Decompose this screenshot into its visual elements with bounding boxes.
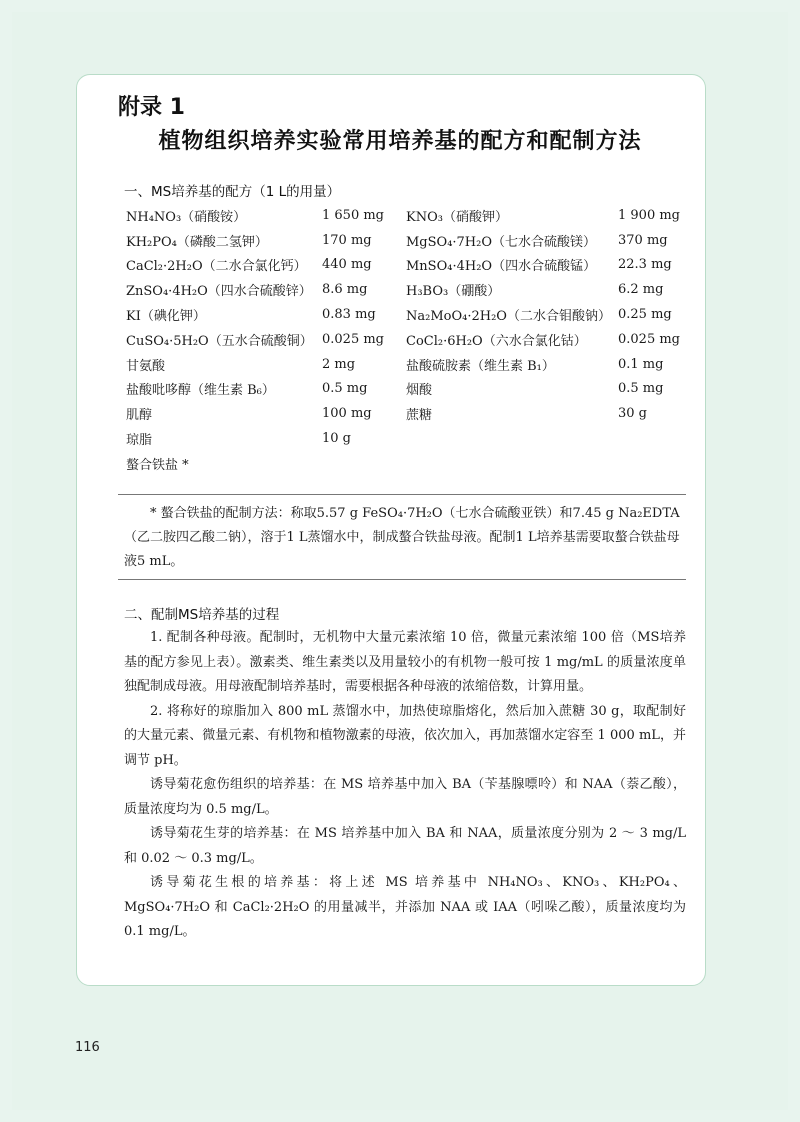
ingredient-amount: 0.025 mg [618,331,680,347]
ingredient-amount: 170 mg [322,232,372,248]
ingredient-name: 琼脂 [126,433,153,449]
formula-row [126,377,686,402]
ingredient-amount: 8.6 mg [322,282,368,298]
formula-row [126,327,686,352]
formula-row [126,451,686,476]
ingredient-name: Na₂MoO₄·2H₂O（二水合钼酸钠） [406,309,611,325]
note-text: * 螯合铁盐的配制方法：称取5.57 g FeSO₄·7H₂O（七水合硫酸亚铁）和7.45 g Na₂EDTA（乙二胺四乙酸二钠），溶于1 L蒸馏水中，制成螯合铁盐母液。配制1 L培养基需要取螯合铁盐母液5 mL。 [124,506,680,569]
formula-row [126,253,686,278]
ingredient-amount: 1 650 mg [322,207,384,223]
ingredient-amount: 2 mg [322,356,356,372]
ingredient-amount [618,451,686,476]
ingredient-name: KH₂PO₄（磷酸二氢钾） [126,234,268,250]
ingredient-amount: 0.83 mg [322,307,376,323]
page-number: 116 [75,1040,100,1055]
note-bottom-rule [118,579,686,580]
ingredient-amount: 370 mg [618,232,668,248]
ingredient-name: 盐酸吡哆醇（维生素 B₆） [126,383,275,399]
process-step-1: 1. 配制各种母液。配制时，无机物中大量元素浓缩 10 倍，微量元素浓缩 100 倍（MS培养基的配方参见上表）。激素类、维生素类以及用量较小的有机物一般可按 1 mg/mL 的质量浓度单独配制成母液。用母液配制培养基时，需要根据各种母液的浓缩倍数，计算用量。 [124,630,686,694]
ingredient-name: KI（碘化钾） [126,309,206,325]
process-step-2: 2. 将称好的琼脂加入 800 mL 蒸馏水中，加热使琼脂熔化，然后加入蔗糖 30 g，取配制好的大量元素、微量元素、有机物和植物激素的母液，依次加入，再加蒸馏水定容至 1 000 mL，并调节 pH。 [124,703,686,768]
ingredient-amount: 0.5 mg [618,381,664,397]
ingredient-amount: 10 g [322,431,351,447]
chelated-iron-note [124,502,686,574]
ingredient-name [406,426,618,451]
ingredient-name: MnSO₄·4H₂O（四水合硫酸锰） [406,259,597,275]
ingredient-name: H₃BO₃（硼酸） [406,284,501,300]
ingredient-amount: 0.025 mg [322,331,384,347]
ingredient-amount: 0.5 mg [322,381,368,397]
ingredient-name: 甘氨酸 [126,358,166,374]
ingredient-name: 肌醇 [126,408,153,424]
ingredient-amount: 100 mg [322,406,372,422]
ingredient-name: 蔗糖 [406,408,433,424]
ingredient-amount: 1 900 mg [618,207,680,223]
formula-row [126,401,686,426]
ingredient-name: CoCl₂·6H₂O（六水合氯化钴） [406,333,587,349]
ingredient-name: NH₄NO₃（硝酸铵） [126,209,247,225]
ingredient-name: ZnSO₄·4H₂O（四水合硫酸锌） [126,284,312,300]
callus-medium: 诱导菊花愈伤组织的培养基：在 MS 培养基中加入 BA（苄基腺嘌呤）和 NAA（萘乙酸），质量浓度均为 0.5 mg/L。 [124,777,686,817]
formula-row [126,228,686,253]
formula-row [126,203,686,228]
ingredient-name: KNO₃（硝酸钾） [406,209,508,225]
shoot-medium: 诱导菊花生芽的培养基：在 MS 培养基中加入 BA 和 NAA，质量浓度分别为 2 ～ 3 mg/L 和 0.02 ～ 0.3 mg/L。 [124,826,686,866]
section-heading-formula: 一、MS培养基的配方（1 L的用量） [124,184,341,200]
formula-row [126,277,686,302]
ingredient-amount: 22.3 mg [618,257,672,273]
ingredient-name: CaCl₂·2H₂O（二水合氯化钙） [126,259,307,275]
ingredient-amount: 440 mg [322,257,372,273]
section-heading-process: 二、配制MS培养基的过程 [124,607,280,623]
root-medium: 诱导菊花生根的培养基：将上述 MS 培养基中 NH₄NO₃、KNO₃、KH₂PO₄、MgSO₄·7H₂O 和 CaCl₂·2H₂O 的用量减半，并添加 NAA 或 IAA（吲哚乙酸），质量浓度均为 0.1 mg/L。 [124,875,686,939]
ingredient-name: 烟酸 [406,383,433,399]
formula-row [126,352,686,377]
ingredient-amount: 0.25 mg [618,307,672,323]
ingredient-name: MgSO₄·7H₂O（七水合硫酸镁） [406,234,597,250]
ingredient-amount: 0.1 mg [618,356,664,372]
ingredient-amount: 30 g [618,406,647,422]
ingredient-amount [618,426,686,451]
formula-row [126,426,686,451]
process-paragraphs [124,626,686,945]
ingredient-name: 螯合铁盐 * [126,457,189,473]
ingredient-amount [322,451,406,476]
ingredient-amount: 6.2 mg [618,282,664,298]
ingredient-name: CuSO₄·5H₂O（五水合硫酸铜） [126,333,313,349]
note-top-rule [118,494,686,495]
appendix-label: 附录 1 [118,95,185,120]
formula-table [126,203,686,476]
ingredient-name [406,451,618,476]
formula-row [126,302,686,327]
page-title: 植物组织培养实验常用培养基的配方和配制方法 [158,129,642,154]
ingredient-name: 盐酸硫胺素（维生素 B₁） [406,358,555,374]
